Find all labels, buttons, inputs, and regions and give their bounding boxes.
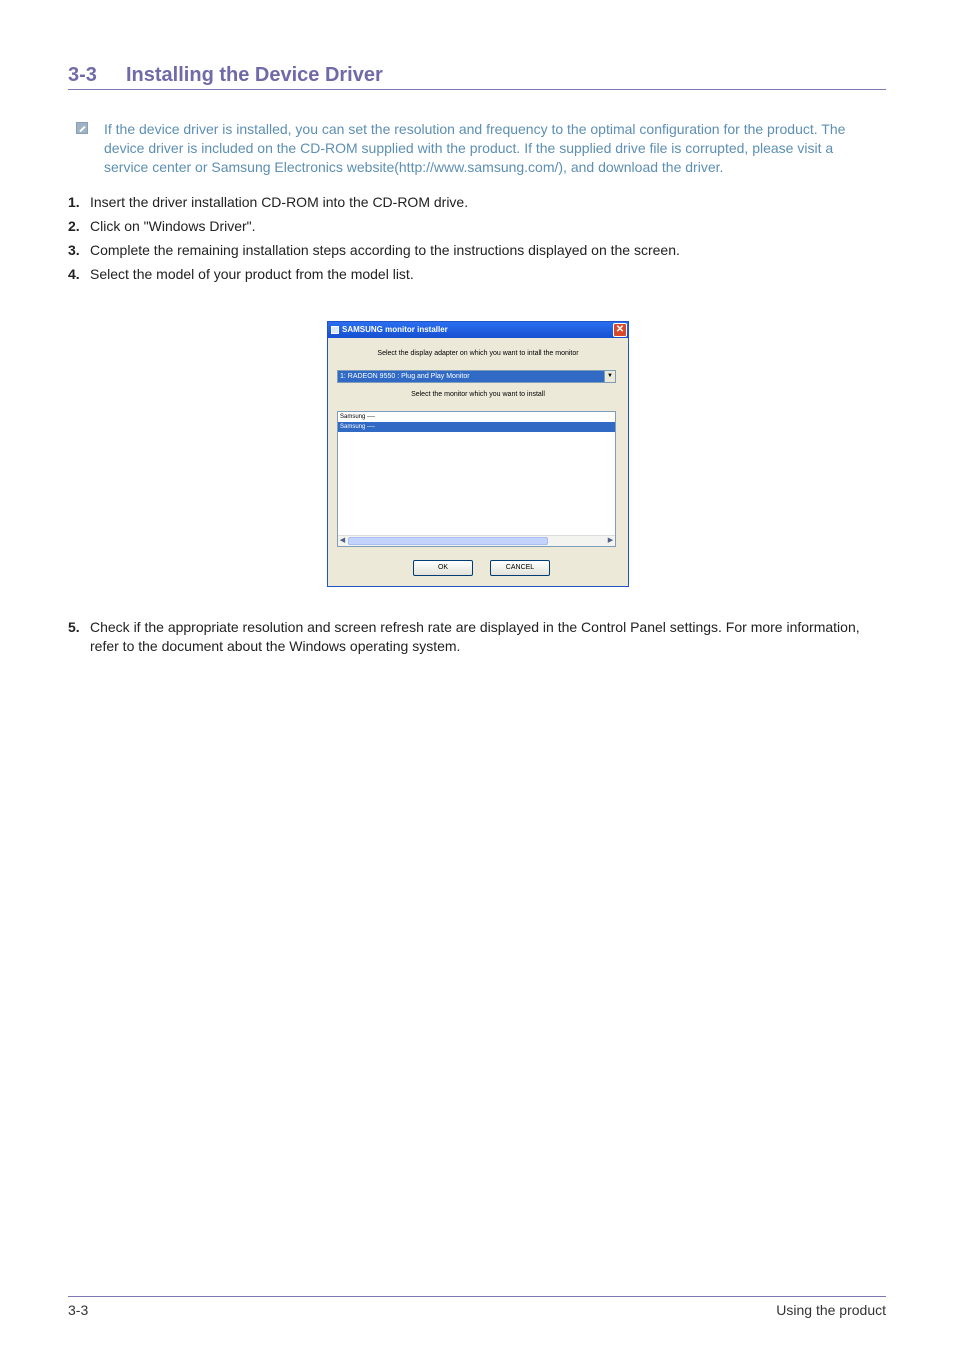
dialog-title: SAMSUNG monitor installer bbox=[342, 325, 448, 334]
note-box bbox=[76, 120, 876, 177]
scrollbar-thumb[interactable] bbox=[348, 537, 548, 545]
close-icon[interactable]: ✕ bbox=[613, 323, 627, 337]
section-number: 3-3 bbox=[68, 64, 97, 86]
ok-button[interactable]: OK bbox=[413, 560, 473, 576]
step-item bbox=[68, 618, 886, 656]
installer-dialog-screenshot bbox=[327, 321, 629, 587]
section-heading bbox=[68, 62, 886, 90]
step-item bbox=[68, 193, 886, 212]
step-item bbox=[68, 217, 886, 236]
horizontal-scrollbar[interactable] bbox=[338, 535, 615, 546]
monitor-label: Select the monitor which you want to install bbox=[411, 391, 545, 398]
app-icon bbox=[331, 326, 339, 334]
step-text: Insert the driver installation CD-ROM into the CD-ROM drive. bbox=[90, 194, 469, 210]
step-number: 1. bbox=[68, 194, 80, 210]
adapter-select-value: 1: RADEON 9550 : Plug and Play Monitor bbox=[340, 373, 470, 380]
step-item bbox=[68, 241, 886, 260]
scroll-left-icon[interactable]: ◀ bbox=[339, 537, 346, 544]
adapter-label: Select the display adapter on which you want to intall the monitor bbox=[377, 350, 579, 357]
monitor-list[interactable] bbox=[337, 411, 616, 547]
steps-list-second bbox=[68, 618, 886, 661]
step-text: Check if the appropriate resolution and screen refresh rate are displayed in the Control Panel settings. For more information, refer to the document about the Windows operating system. bbox=[90, 619, 860, 654]
adapter-select[interactable] bbox=[337, 370, 616, 383]
step-number: 5. bbox=[68, 619, 80, 635]
chapter-name: Using the product bbox=[776, 1302, 886, 1318]
note-text: If the device driver is installed, you can set the resolution and frequency to the optimal configuration for the product. The device driver is included on the CD-ROM supplied with the product. If the supplied drive file is corrupted, please visit a service center or Samsung Electronics website(http://www.samsung.com/), and download the driver. bbox=[104, 121, 846, 175]
step-number: 4. bbox=[68, 266, 80, 282]
dialog-titlebar bbox=[328, 322, 628, 338]
chevron-down-icon[interactable]: ▼ bbox=[604, 371, 615, 382]
note-pencil-icon bbox=[76, 122, 88, 134]
list-item-selected[interactable]: Samsung ---- bbox=[338, 422, 615, 432]
step-item bbox=[68, 265, 886, 284]
steps-list-first bbox=[68, 193, 886, 289]
step-text: Complete the remaining installation steps according to the instructions displayed on the screen. bbox=[90, 242, 680, 258]
scroll-right-icon[interactable]: ▶ bbox=[607, 537, 614, 544]
list-item[interactable]: Samsung ---- bbox=[340, 414, 376, 420]
step-text: Click on "Windows Driver". bbox=[90, 218, 256, 234]
page-footer bbox=[68, 1296, 886, 1318]
step-number: 3. bbox=[68, 242, 80, 258]
step-number: 2. bbox=[68, 218, 80, 234]
step-text: Select the model of your product from the model list. bbox=[90, 266, 414, 282]
cancel-button[interactable]: CANCEL bbox=[490, 560, 550, 576]
section-title: Installing the Device Driver bbox=[126, 64, 383, 86]
page-number: 3-3 bbox=[68, 1302, 89, 1318]
